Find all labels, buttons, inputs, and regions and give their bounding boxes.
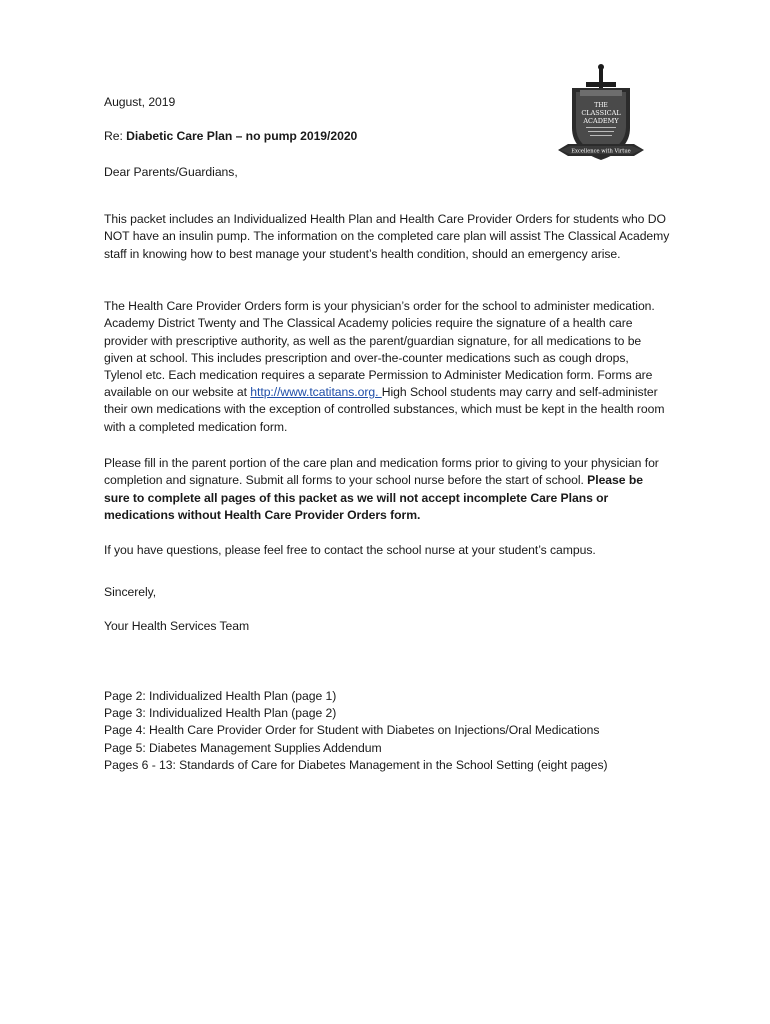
logo-motto: Excellence with Virtue bbox=[571, 148, 631, 155]
provider-orders-text-b: High School students may carry and self-administer their own medications with the exception of controlled substances, which must be kept in the health room with a completed medication form. bbox=[104, 385, 665, 434]
list-item: Pages 6 - 13: Standards of Care for Diabetes Management in the School Setting (eight pages) bbox=[104, 757, 608, 772]
instructions-paragraph bbox=[104, 455, 670, 524]
list-item: Page 3: Individualized Health Plan (page 2) bbox=[104, 706, 337, 721]
school-crest-logo bbox=[556, 64, 646, 172]
letter-date: August, 2019 bbox=[104, 95, 176, 109]
questions-paragraph: If you have questions, please feel free to contact the school nurse at your student’s campus. bbox=[104, 543, 596, 558]
list-item: Page 2: Individualized Health Plan (page 1) bbox=[104, 689, 337, 703]
intro-paragraph: This packet includes an Individualized Health Plan and Health Care Provider Orders for students who DO NOT have an insulin pump. The information on the completed care plan will assist The Classical Academy staff in knowing how to best manage your student’s health condition, should an emergency arise. bbox=[104, 212, 670, 261]
provider-orders-paragraph bbox=[104, 298, 670, 436]
logo-line-classical: CLASSICAL bbox=[581, 109, 621, 117]
letter-closing: Sincerely, bbox=[104, 585, 157, 599]
letter-signature: Your Health Services Team bbox=[104, 619, 250, 633]
logo-line-the: THE bbox=[594, 102, 608, 109]
website-link[interactable]: http://www.tcatitans.org. bbox=[250, 385, 382, 400]
instructions-text: Please fill in the parent portion of the care plan and medication forms prior to giving to your physician for completion and signature. Submit all forms to your school nurse before the start of school. bbox=[104, 456, 659, 488]
packet-pages-list bbox=[104, 688, 670, 774]
logo-line-academy: ACADEMY bbox=[583, 117, 619, 125]
provider-orders-text-a: The Health Care Provider Orders form is your physician’s order for the school to administer medication. Academy District Twenty and The Classical Academy policies require the signature of a health care provider with prescriptive authority, as well as the parent/guardian signature, for all medications to be given at school. This includes prescription and over-the-counter medications such as cough drops, Tylenol etc. Each medication requires a separate Permission to Administer Medication form. Forms are available on our website at bbox=[104, 299, 655, 400]
list-item: Page 4: Health Care Provider Order for Student with Diabetes on Injections/Oral Medications bbox=[104, 723, 600, 738]
instructions-warning: Please be sure to complete all pages of this packet as we will not accept incomplete Care Plans or medications without Health Care Provider Orders form. bbox=[104, 473, 643, 522]
list-item: Page 5: Diabetes Management Supplies Addendum bbox=[104, 740, 382, 755]
subject-title: Diabetic Care Plan – no pump 2019/2020 bbox=[126, 129, 358, 143]
letter-subject bbox=[104, 128, 670, 145]
subject-prefix: Re: bbox=[104, 129, 127, 143]
letter-salutation: Dear Parents/Guardians, bbox=[104, 165, 238, 179]
